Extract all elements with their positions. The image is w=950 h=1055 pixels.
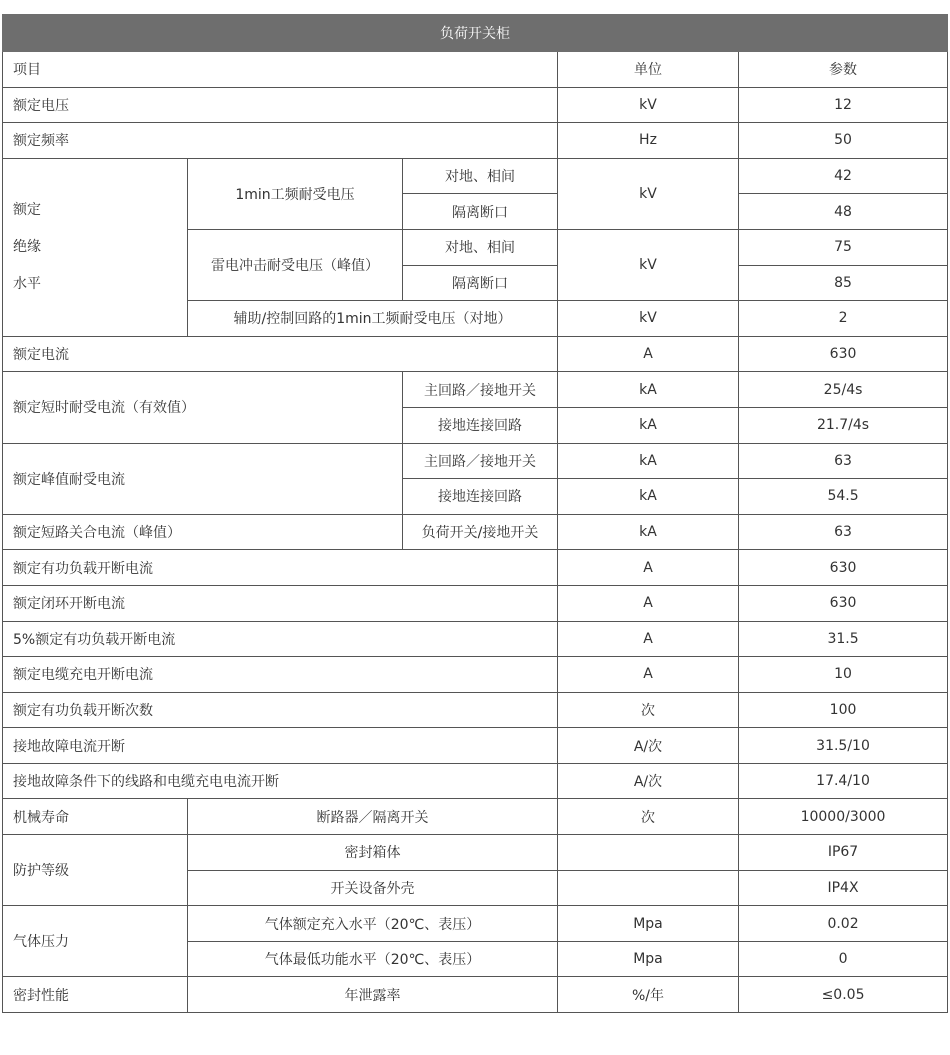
row-value: 21.7/4s: [739, 407, 948, 443]
row-sublabel: 年泄露率: [188, 977, 558, 1013]
row-label: 防护等级: [3, 835, 188, 906]
row-sublabel: 1min工频耐受电压: [188, 158, 403, 229]
row-unit: A: [558, 550, 739, 586]
row-sublabel: 对地、相间: [403, 229, 558, 265]
row-sublabel: 开关设备外壳: [188, 870, 558, 906]
row-label: 气体压力: [3, 906, 188, 977]
row-label: 密封性能: [3, 977, 188, 1013]
table-row: [3, 372, 948, 408]
row-unit: [558, 870, 739, 906]
row-value: 75: [739, 229, 948, 265]
row-sublabel: 对地、相间: [403, 158, 558, 194]
row-value: 31.5: [739, 621, 948, 657]
table-row: [3, 657, 948, 693]
table-row: [3, 977, 948, 1013]
table-row: [3, 87, 948, 123]
row-value: 31.5/10: [739, 728, 948, 764]
insulation-label: [3, 158, 188, 336]
row-label: 额定峰值耐受电流: [3, 443, 403, 514]
table-row: [3, 763, 948, 799]
row-value: ≤0.05: [739, 977, 948, 1013]
row-value: 63: [739, 443, 948, 479]
row-value: 630: [739, 336, 948, 372]
table-row: [3, 443, 948, 479]
row-unit: A/次: [558, 728, 739, 764]
row-unit: Hz: [558, 123, 739, 159]
row-value: 10000/3000: [739, 799, 948, 835]
table-row: [3, 585, 948, 621]
row-value: IP67: [739, 835, 948, 871]
table-title: 负荷开关柜: [3, 15, 948, 52]
header-unit: 单位: [558, 52, 739, 88]
row-sublabel: 气体最低功能水平（20℃、表压）: [188, 941, 558, 977]
row-unit: kV: [558, 229, 739, 300]
row-unit: kA: [558, 407, 739, 443]
row-sublabel: 断路器／隔离开关: [188, 799, 558, 835]
row-unit: Mpa: [558, 906, 739, 942]
row-value: 630: [739, 550, 948, 586]
insulation-label-line: 额定: [13, 201, 41, 218]
row-label: 额定闭环开断电流: [3, 585, 558, 621]
table-title-row: [3, 15, 948, 52]
row-value: 85: [739, 265, 948, 301]
row-label: 接地故障电流开断: [3, 728, 558, 764]
row-value: 50: [739, 123, 948, 159]
row-sublabel: 接地连接回路: [403, 407, 558, 443]
row-sublabel: 雷电冲击耐受电压（峰值）: [188, 229, 403, 300]
spec-table: [2, 14, 948, 1013]
row-sublabel: 辅助/控制回路的1min工频耐受电压（对地）: [188, 301, 558, 337]
row-unit: kA: [558, 372, 739, 408]
row-label: 额定有功负载开断次数: [3, 692, 558, 728]
row-value: 10: [739, 657, 948, 693]
table-row: [3, 906, 948, 942]
row-label: 接地故障条件下的线路和电缆充电电流开断: [3, 763, 558, 799]
table-row: [3, 550, 948, 586]
table-row: [3, 158, 948, 194]
row-unit: A: [558, 657, 739, 693]
row-unit: 次: [558, 799, 739, 835]
row-value: 630: [739, 585, 948, 621]
header-item: 项目: [3, 52, 558, 88]
row-sublabel: 隔离断口: [403, 265, 558, 301]
header-param: 参数: [739, 52, 948, 88]
table-row: [3, 336, 948, 372]
row-unit: kV: [558, 87, 739, 123]
row-unit: A: [558, 336, 739, 372]
row-value: 25/4s: [739, 372, 948, 408]
table-row: [3, 621, 948, 657]
row-value: 54.5: [739, 479, 948, 515]
table-row: [3, 692, 948, 728]
spec-table-container: [2, 14, 947, 1013]
row-label: 5%额定有功负载开断电流: [3, 621, 558, 657]
row-value: 17.4/10: [739, 763, 948, 799]
table-header-row: [3, 52, 948, 88]
row-value: 12: [739, 87, 948, 123]
table-row: [3, 728, 948, 764]
row-unit: kV: [558, 158, 739, 229]
row-value: 100: [739, 692, 948, 728]
row-unit: A/次: [558, 763, 739, 799]
row-label: 额定短时耐受电流（有效值）: [3, 372, 403, 443]
row-value: 48: [739, 194, 948, 230]
row-value: 2: [739, 301, 948, 337]
row-sublabel: 主回路／接地开关: [403, 372, 558, 408]
row-unit: %/年: [558, 977, 739, 1013]
row-label: 额定电压: [3, 87, 558, 123]
row-sublabel: 主回路／接地开关: [403, 443, 558, 479]
row-sublabel: 密封箱体: [188, 835, 558, 871]
row-sublabel: 负荷开关/接地开关: [403, 514, 558, 550]
row-label: 额定电缆充电开断电流: [3, 657, 558, 693]
table-row: [3, 514, 948, 550]
row-unit: [558, 835, 739, 871]
row-unit: Mpa: [558, 941, 739, 977]
row-label: 额定有功负载开断电流: [3, 550, 558, 586]
row-value: 0: [739, 941, 948, 977]
table-row: [3, 123, 948, 159]
row-unit: 次: [558, 692, 739, 728]
row-unit: kA: [558, 514, 739, 550]
table-row: [3, 799, 948, 835]
row-unit: kA: [558, 443, 739, 479]
insulation-label-line: 水平: [13, 275, 41, 292]
row-value: IP4X: [739, 870, 948, 906]
row-sublabel: 接地连接回路: [403, 479, 558, 515]
row-value: 0.02: [739, 906, 948, 942]
row-value: 42: [739, 158, 948, 194]
row-unit: A: [558, 621, 739, 657]
row-label: 额定电流: [3, 336, 558, 372]
row-label: 额定短路关合电流（峰值）: [3, 514, 403, 550]
insulation-label-line: 绝缘: [13, 238, 41, 255]
row-unit: kA: [558, 479, 739, 515]
row-sublabel: 隔离断口: [403, 194, 558, 230]
row-value: 63: [739, 514, 948, 550]
row-unit: kV: [558, 301, 739, 337]
table-row: [3, 835, 948, 871]
row-label: 机械寿命: [3, 799, 188, 835]
row-label: 额定频率: [3, 123, 558, 159]
row-sublabel: 气体额定充入水平（20℃、表压）: [188, 906, 558, 942]
row-unit: A: [558, 585, 739, 621]
